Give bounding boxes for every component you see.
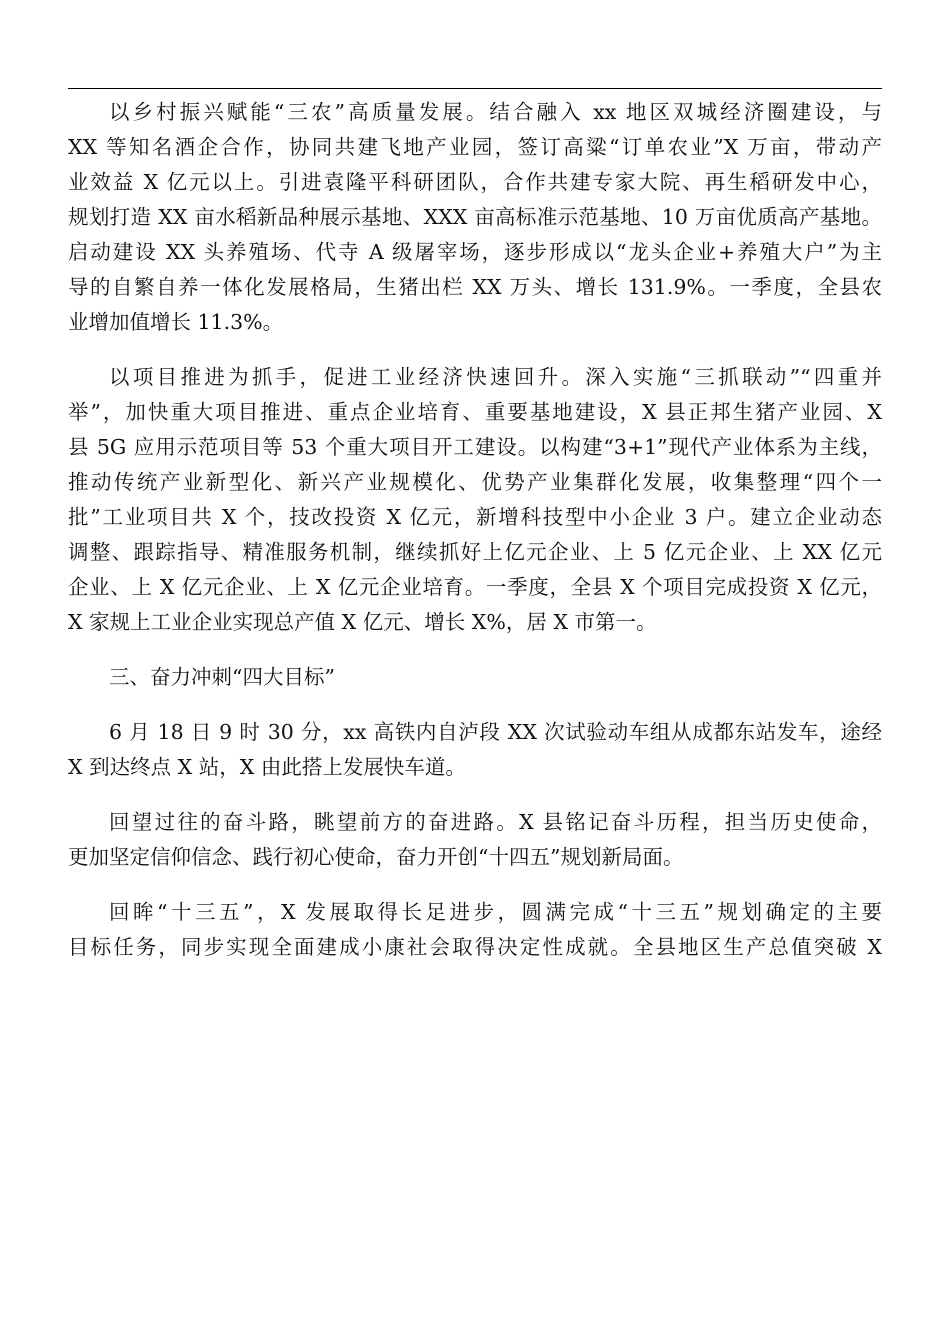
text-line: XX 等知名酒企合作，协同共建飞地产业园，签订高粱“订单农业”X 万亩，带动产: [68, 135, 882, 159]
text-line: 导的自繁自养一体化发展格局，生猪出栏 XX 万头、增长 131.9%。一季度，全县农: [68, 275, 882, 299]
text-line: 调整、跟踪指导、精准服务机制，继续抓好上亿元企业、上 5 亿元企业、上 XX 亿元: [68, 540, 882, 564]
text-line: 县 5G 应用示范项目等 53 个重大项目开工建设。以构建“3+1”现代产业体系为主线，: [68, 435, 882, 459]
paragraph-rural-revitalization: [68, 95, 882, 340]
text-line: 以项目推进为抓手，促进工业经济快速回升。深入实施“三抓联动”“四重并: [109, 365, 882, 389]
paragraph-high-speed-rail: [68, 715, 882, 785]
text-line: 业增加值增长 11.3%。: [68, 310, 284, 334]
text-line: 回望过往的奋斗路，眺望前方的奋进路。X 县铭记奋斗历程，担当历史使命，: [109, 810, 882, 834]
text-line: X 到达终点 X 站，X 由此搭上发展快车道。: [68, 755, 466, 779]
text-line: 规划打造 XX 亩水稻新品种展示基地、XXX 亩高标准示范基地、10 万亩优质高产基地。: [68, 205, 882, 229]
paragraph-industrial-projects: [68, 360, 882, 640]
paragraph-thirteenth-five-year: [68, 895, 882, 965]
text-line: X 家规上工业企业实现总产值 X 亿元、增长 X%，居 X 市第一。: [68, 610, 657, 634]
text-line: 回眸“十三五”，X 发展取得长足进步，圆满完成“十三五”规划确定的主要: [109, 900, 882, 924]
text-line: 业效益 X 亿元以上。引进袁隆平科研团队，合作共建专家大院、再生稻研发中心，: [68, 170, 882, 194]
text-line: 批”工业项目共 X 个，技改投资 X 亿元，新增科技型中小企业 3 户。建立企业动态: [68, 505, 882, 529]
text-line: 举”，加快重大项目推进、重点企业培育、重要基地建设，X 县正邦生猪产业园、X: [68, 400, 882, 424]
text-line: 推动传统产业新型化、新兴产业规模化、优势产业集群化发展，收集整理“四个一: [68, 470, 882, 494]
text-line: 更加坚定信仰信念、践行初心使命，奋力开创“十四五”规划新局面。: [68, 845, 684, 869]
text-line: 6 月 18 日 9 时 30 分，xx 高铁内自泸段 XX 次试验动车组从成都东站发车，途经: [109, 720, 882, 744]
paragraph-look-back: [68, 805, 882, 875]
text-line: 企业、上 X 亿元企业、上 X 亿元企业培育。一季度，全县 X 个项目完成投资 X 亿元，: [68, 575, 882, 599]
document-body: [68, 95, 882, 985]
text-line: 目标任务，同步实现全面建成小康社会取得决定性成就。全县地区生产总值突破 X: [68, 935, 882, 959]
section-heading-text: 三、奋力冲刺“四大目标”: [109, 665, 335, 689]
section-heading: [68, 660, 882, 695]
header-rule: [68, 88, 882, 89]
text-line: 以乡村振兴赋能“三农”高质量发展。结合融入 xx 地区双城经济圈建设，与: [109, 100, 882, 124]
text-line: 启动建设 XX 头养殖场、代寺 A 级屠宰场，逐步形成以“龙头企业+养殖大户”为主: [68, 240, 882, 264]
